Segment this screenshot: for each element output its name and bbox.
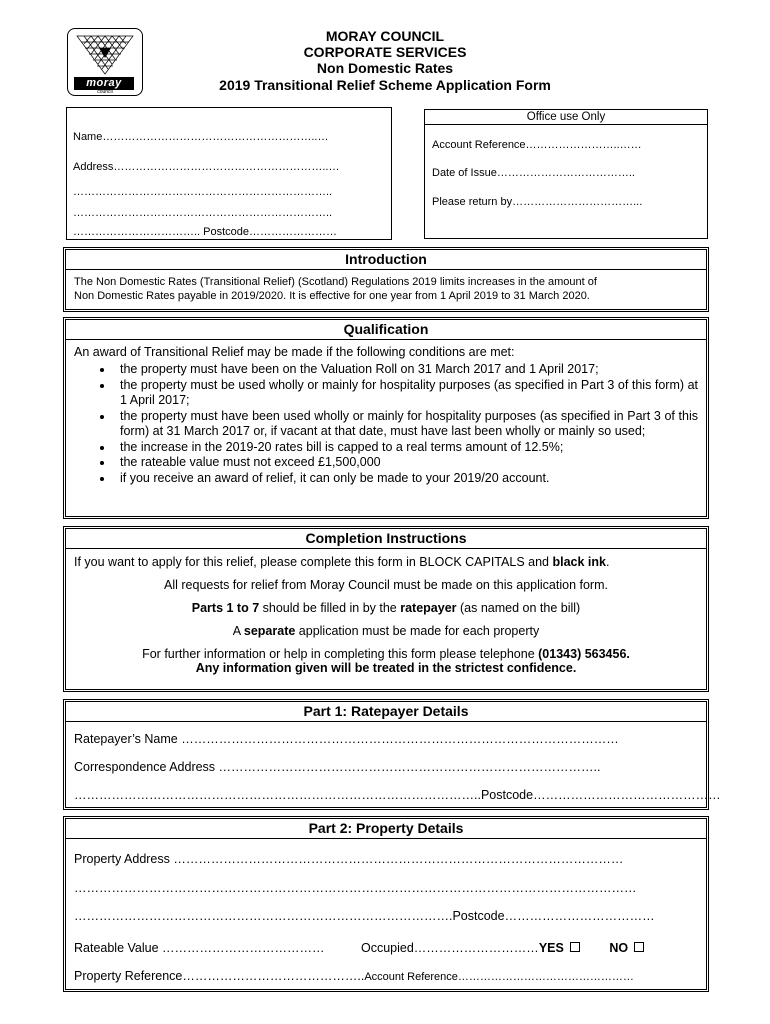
qualification-item: • if you receive an award of relief, it can only be made to your 2019/20 account. [114, 471, 698, 487]
part2-title: Part 2: Property Details [66, 819, 706, 839]
completion-line-4 [74, 624, 698, 638]
office-use-title: Office use Only [425, 110, 707, 125]
date-of-issue-field[interactable]: Date of Issue……………………………….. [432, 167, 635, 179]
ratepayer-name-field[interactable]: Ratepayer’s Name …………………………………………………………………………………………… [74, 732, 619, 746]
address-line-2[interactable]: …………………………………………………………….. [73, 186, 333, 198]
qualification-lead: An award of Transitional Relief may be made if the following conditions are met: [74, 345, 515, 359]
separate-text: separate [243, 624, 296, 638]
address-line-3[interactable]: …………………………………………………………….. [73, 207, 333, 219]
qualification-item: • the property must have been used wholly or mainly for hospitality purposes (as specified in Part 3 of this form) at 31 March 2017 or, if vacant at that date, must have last been wholly or mainly so used; [114, 409, 698, 440]
part2-section [65, 818, 707, 990]
name-field[interactable]: Name…………………………………………………..… [73, 131, 329, 143]
occupied-label: Occupied………………………… [361, 941, 539, 955]
account-reference-field[interactable]: Account Reference……………………..…… [432, 139, 642, 151]
completion-line-4-start: A [232, 624, 244, 638]
ratepayer-postcode-field[interactable]: ……………………………………………………………………………………..Postcode……………………………………… [74, 788, 721, 802]
property-reference-field[interactable]: Property Reference…………………………………….. [74, 969, 365, 983]
qualification-item: • the property must be used wholly or mainly for hospitality purposes (as specified in Part 3 of this form) at 1 April 2017; [114, 378, 698, 409]
completion-line-1-text: If you want to apply for this relief, please complete this form in BLOCK CAPITALS and [74, 555, 553, 569]
header-line-2: CORPORATE SERVICES [303, 44, 467, 60]
correspondence-address-field[interactable]: Correspondence Address ……………………………………………………………………………….. [74, 760, 601, 774]
yes-label: YES [538, 941, 564, 955]
qualification-item: • the increase in the 2019-20 rates bill is capped to a real terms amount of 12.5%; [114, 440, 698, 456]
completion-line-3-text: should be filled in by the [259, 601, 401, 615]
black-ink-text: black ink [552, 555, 606, 569]
page-title: 2019 Transitional Relief Scheme Application Form [219, 77, 551, 93]
office-use-box [424, 109, 708, 239]
header-line-3: Non Domestic Rates [316, 60, 454, 76]
ratepayer-text: ratepayer [400, 601, 457, 615]
postcode-field[interactable]: …………………………….. Postcode…………………… [73, 226, 338, 238]
no-label: NO [609, 941, 629, 955]
completion-line-4-text: application must be made for each property [295, 624, 540, 638]
completion-line-3 [74, 601, 698, 615]
introduction-section [65, 249, 707, 310]
part1-title: Part 1: Ratepayer Details [66, 702, 706, 722]
part2-account-reference-field[interactable]: Account Reference………………………………………… [364, 971, 634, 983]
confidentiality-notice: Any information given will be treated in the strictest confidence. [195, 661, 577, 675]
completion-line-3-end: (as named on the bill) [456, 601, 581, 615]
logo-triangle-mesh-icon [69, 32, 141, 80]
completion-line-2: All requests for relief from Moray Council must be made on this application form. [164, 578, 608, 592]
please-return-by-field[interactable]: Please return by……………………………... [432, 196, 643, 208]
yes-checkbox[interactable] [570, 942, 580, 952]
qualification-list [66, 362, 706, 486]
address-field[interactable]: Address…………………………………………………..… [73, 161, 340, 173]
moray-council-logo [67, 28, 143, 96]
no-checkbox[interactable] [634, 942, 644, 952]
qualification-item: • the rateable value must not exceed £1,500,000 [114, 455, 698, 471]
qualification-title: Qualification [66, 320, 706, 340]
property-postcode-field[interactable]: ……………………………………………………………………………….Postcode……………………………… [74, 909, 655, 923]
property-address-field[interactable]: Property Address ……………………………………………………………………………………………… [74, 852, 624, 866]
completion-line-1 [74, 555, 698, 569]
introduction-title: Introduction [66, 250, 706, 270]
address-box [66, 107, 392, 240]
completion-line-1-end: . [605, 555, 610, 569]
property-address-line-2[interactable]: ……………………………………………………………………………………………………………………… [74, 881, 637, 895]
qualification-section [65, 319, 707, 517]
completion-line-5 [74, 647, 698, 661]
header-line-1: MORAY COUNCIL [325, 28, 445, 44]
occupied-row [361, 941, 644, 955]
property-reference-row [74, 969, 634, 983]
logo-subtext: council [97, 89, 113, 95]
parts-text: Parts 1 to 7 [191, 601, 260, 615]
completion-title: Completion Instructions [66, 529, 706, 549]
introduction-text-2: Non Domestic Rates payable in 2019/2020. It is effective for one year from 1 April 2019 to 31 March 2020. [74, 290, 590, 302]
qualification-item: • the property must have been on the Valuation Roll on 31 March 2017 and 1 April 2017; [114, 362, 698, 378]
logo-text: moray [86, 77, 122, 89]
completion-section [65, 528, 707, 690]
part1-section [65, 701, 721, 808]
introduction-text-1: The Non Domestic Rates (Transitional Relief) (Scotland) Regulations 2019 limits increases in the amount of [74, 276, 597, 288]
completion-line-5-text: For further information or help in completing this form please telephone [142, 647, 539, 661]
rateable-value-field[interactable]: Rateable Value ………………………………… [74, 941, 325, 955]
telephone-number: (01343) 563456. [538, 647, 630, 661]
